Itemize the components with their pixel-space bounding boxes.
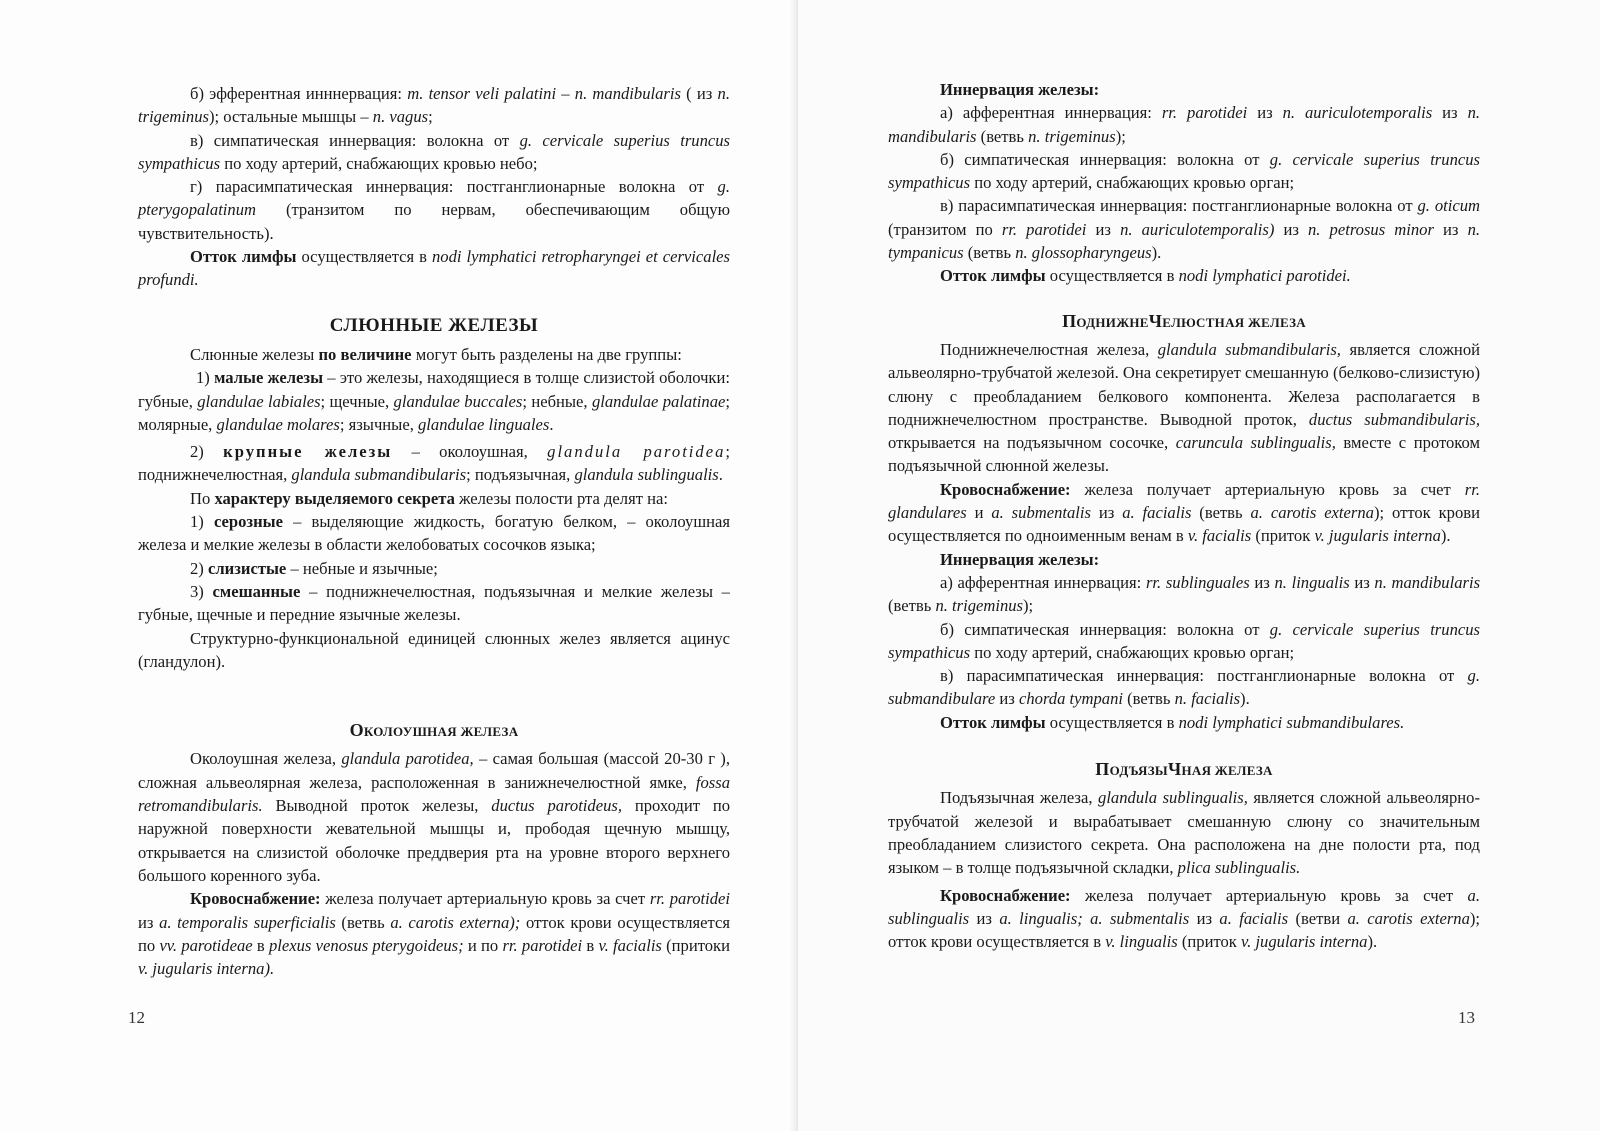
- paragraph: а) афферентная иннервация: rr. sublinguales из n. lingualis из n. mandibularis (ветвь n. trigeminus);: [888, 572, 1481, 616]
- paragraph: Отток лимфы осуществляется в nodi lymphatici submandibulares.: [940, 712, 1405, 732]
- paragraph: Иннервация железы:: [940, 80, 1100, 99]
- page-number: 12: [128, 1008, 145, 1027]
- page-number: 13: [1458, 1008, 1475, 1027]
- left-page: [0, 0, 798, 1131]
- paragraph: По характеру выделяемого секрета железы полости рта делят на:: [190, 488, 668, 508]
- paragraph: Отток лимфы осуществляется в nodi lymphatici parotidei.: [940, 266, 1351, 286]
- paragraph: 1) серозные – выделяющие жидкость, богатую белком, – околоушная железа и мелкие железы в области желобоватых сосочков языка;: [138, 512, 730, 555]
- subsection-heading: ПОДЪЯЗЫЧНАЯ ЖЕЛЕЗА: [1095, 759, 1273, 780]
- subsection-heading: ПОДНИЖНЕЧЕЛЮСТНАЯ ЖЕЛЕЗА: [1062, 310, 1306, 331]
- paragraph: Подъязычная железа, glandula sublingualis, является сложной альвеолярно-трубчатой железой и вырабатывает смешанную слюну со значительным преобладанием слизистого секрета. Она расположена на дне полости рта, под языком – в толще подъязычной складки, plica sublingualis.: [888, 788, 1480, 878]
- paragraph: а) афферентная иннервация: rr. parotidei из n. auriculotemporalis из n. mandibularis (ветвь n. trigeminus);: [888, 103, 1481, 146]
- right-page-text: [888, 78, 1480, 953]
- paragraph: Слюнные железы по величине могут быть разделены на две группы:: [190, 344, 682, 364]
- paragraph: б) симпатическая иннервация: волокна от g. cervicale superius truncus sympathicus по ходу артерий, снабжающих кровью орган;: [888, 619, 1480, 662]
- paragraph: г) парасимпатическая иннервация: постганглионарные волокна от g. pterygopalatinum (транзитом по нервам, обеспечивающим общую чувствительность).: [138, 177, 730, 243]
- paragraph: Отток лимфы осуществляется в nodi lymphatici retropharyngei et cervicales profundi.: [138, 247, 731, 290]
- paragraph: Кровоснабжение: железа получает артериальную кровь за счет rr. glandulares и a. submentalis из a. facialis (ветвь a. carotis externa); отток крови осуществляется по одноименным венам в v. facialis (приток v. jugularis interna).: [888, 479, 1480, 546]
- paragraph: б) симпатическая иннервация: волокна от g. cervicale superius truncus sympathicus по ходу артерий, снабжающих кровью орган;: [888, 149, 1480, 193]
- paragraph: Структурно-функциональной единицей слюнных желез является ацинус (гландулон).: [138, 628, 730, 671]
- paragraph: Кровоснабжение: железа получает артериальную кровь за счет a. sublingualis из a. lingualis; a. submentalis из a. facialis (ветви a. carotis externa); отток крови осуществляется в v. lingualis (приток v. jugularis interna).: [888, 885, 1481, 952]
- subsection-heading: ОКОЛОУШНАЯ ЖЕЛЕЗА: [349, 720, 519, 741]
- paragraph: б) эфферентная инннервация: m. tensor veli palatini – n. mandibularis ( из n. trigeminus); остальные мышцы – n. vagus;: [138, 84, 730, 127]
- paragraph: Околоушная железа, glandula parotidea, – самая большая (массой 20-30 г ), сложная альвеолярная железа, расположенная в занижнечелюстной ямке, fossa retromandibularis. Выводной проток железы, ductus parotideus, проходит по наружной поверхности жевательной мышцы и, прободая щечную мышцу, открывается на слизистой оболочке преддверия рта на уровне второго верхнего большого коренного зуба.: [138, 749, 730, 885]
- paragraph: в) парасимпатическая иннервация: постганглионарные волокна от g. submandibulare из chorda tympani (ветвь n. facialis).: [888, 666, 1480, 709]
- paragraph: Иннервация железы:: [940, 549, 1100, 569]
- left-page-text: [138, 82, 730, 980]
- paragraph: 2) крупные железы – околоушная, glandula parotidea; поднижнечелюстная, glandula submandibularis; подъязычная, glandula sublingualis.: [138, 442, 730, 485]
- paragraph: Кровоснабжение: железа получает артериальную кровь за счет rr. parotidei из a. temporalis superficialis (ветвь a. carotis externa); отток крови осуществляется по vv. parotideae в plexus venosus pterygoideus; и по rr. parotidei в v. facialis (притоки v. jugularis interna).: [138, 889, 730, 979]
- paragraph: в) парасимпатическая иннервация: постганглионарные волокна от g. oticum (транзитом по rr. parotidei из n. auriculotemporalis) из n. petrosus minor из n. tympanicus (ветвь n. glossopharyngeus).: [888, 196, 1481, 263]
- paragraph: Поднижнечелюстная железа, glandula submandibularis, является сложной альвеолярно-трубчатой железой. Она секретирует смешанную (белково-слизистую) слюну с преобладанием белкового компонента. Железа располагается в поднижнечелюстном пространстве. Выводной проток, ductus submandibularis, открывается на подъязычном сосочке, caruncula sublingualis, вместе с протоком подъязычной слюнной железы.: [888, 339, 1481, 476]
- paragraph: в) симпатическая иннервация: волокна от g. cervicale superius truncus sympathicus по ходу артерий, снабжающих кровью небо;: [138, 130, 730, 173]
- paragraph: 1) малые железы – это железы, находящиеся в толще слизистой оболочки: губные, glandulae labiales; щечные, glandulae buccales; небные, glandulae palatinae; молярные, glandulae molares; язычные, glandulae linguales.: [138, 368, 731, 434]
- paragraph: 2) слизистые – небные и язычные;: [190, 558, 438, 578]
- right-page: [798, 0, 1600, 1131]
- paragraph: 3) смешанные – поднижнечелюстная, подъязычная и мелкие железы – губные, щечные и передние язычные железы.: [138, 581, 730, 625]
- section-heading: СЛЮННЫЕ ЖЕЛЕЗЫ: [329, 314, 539, 336]
